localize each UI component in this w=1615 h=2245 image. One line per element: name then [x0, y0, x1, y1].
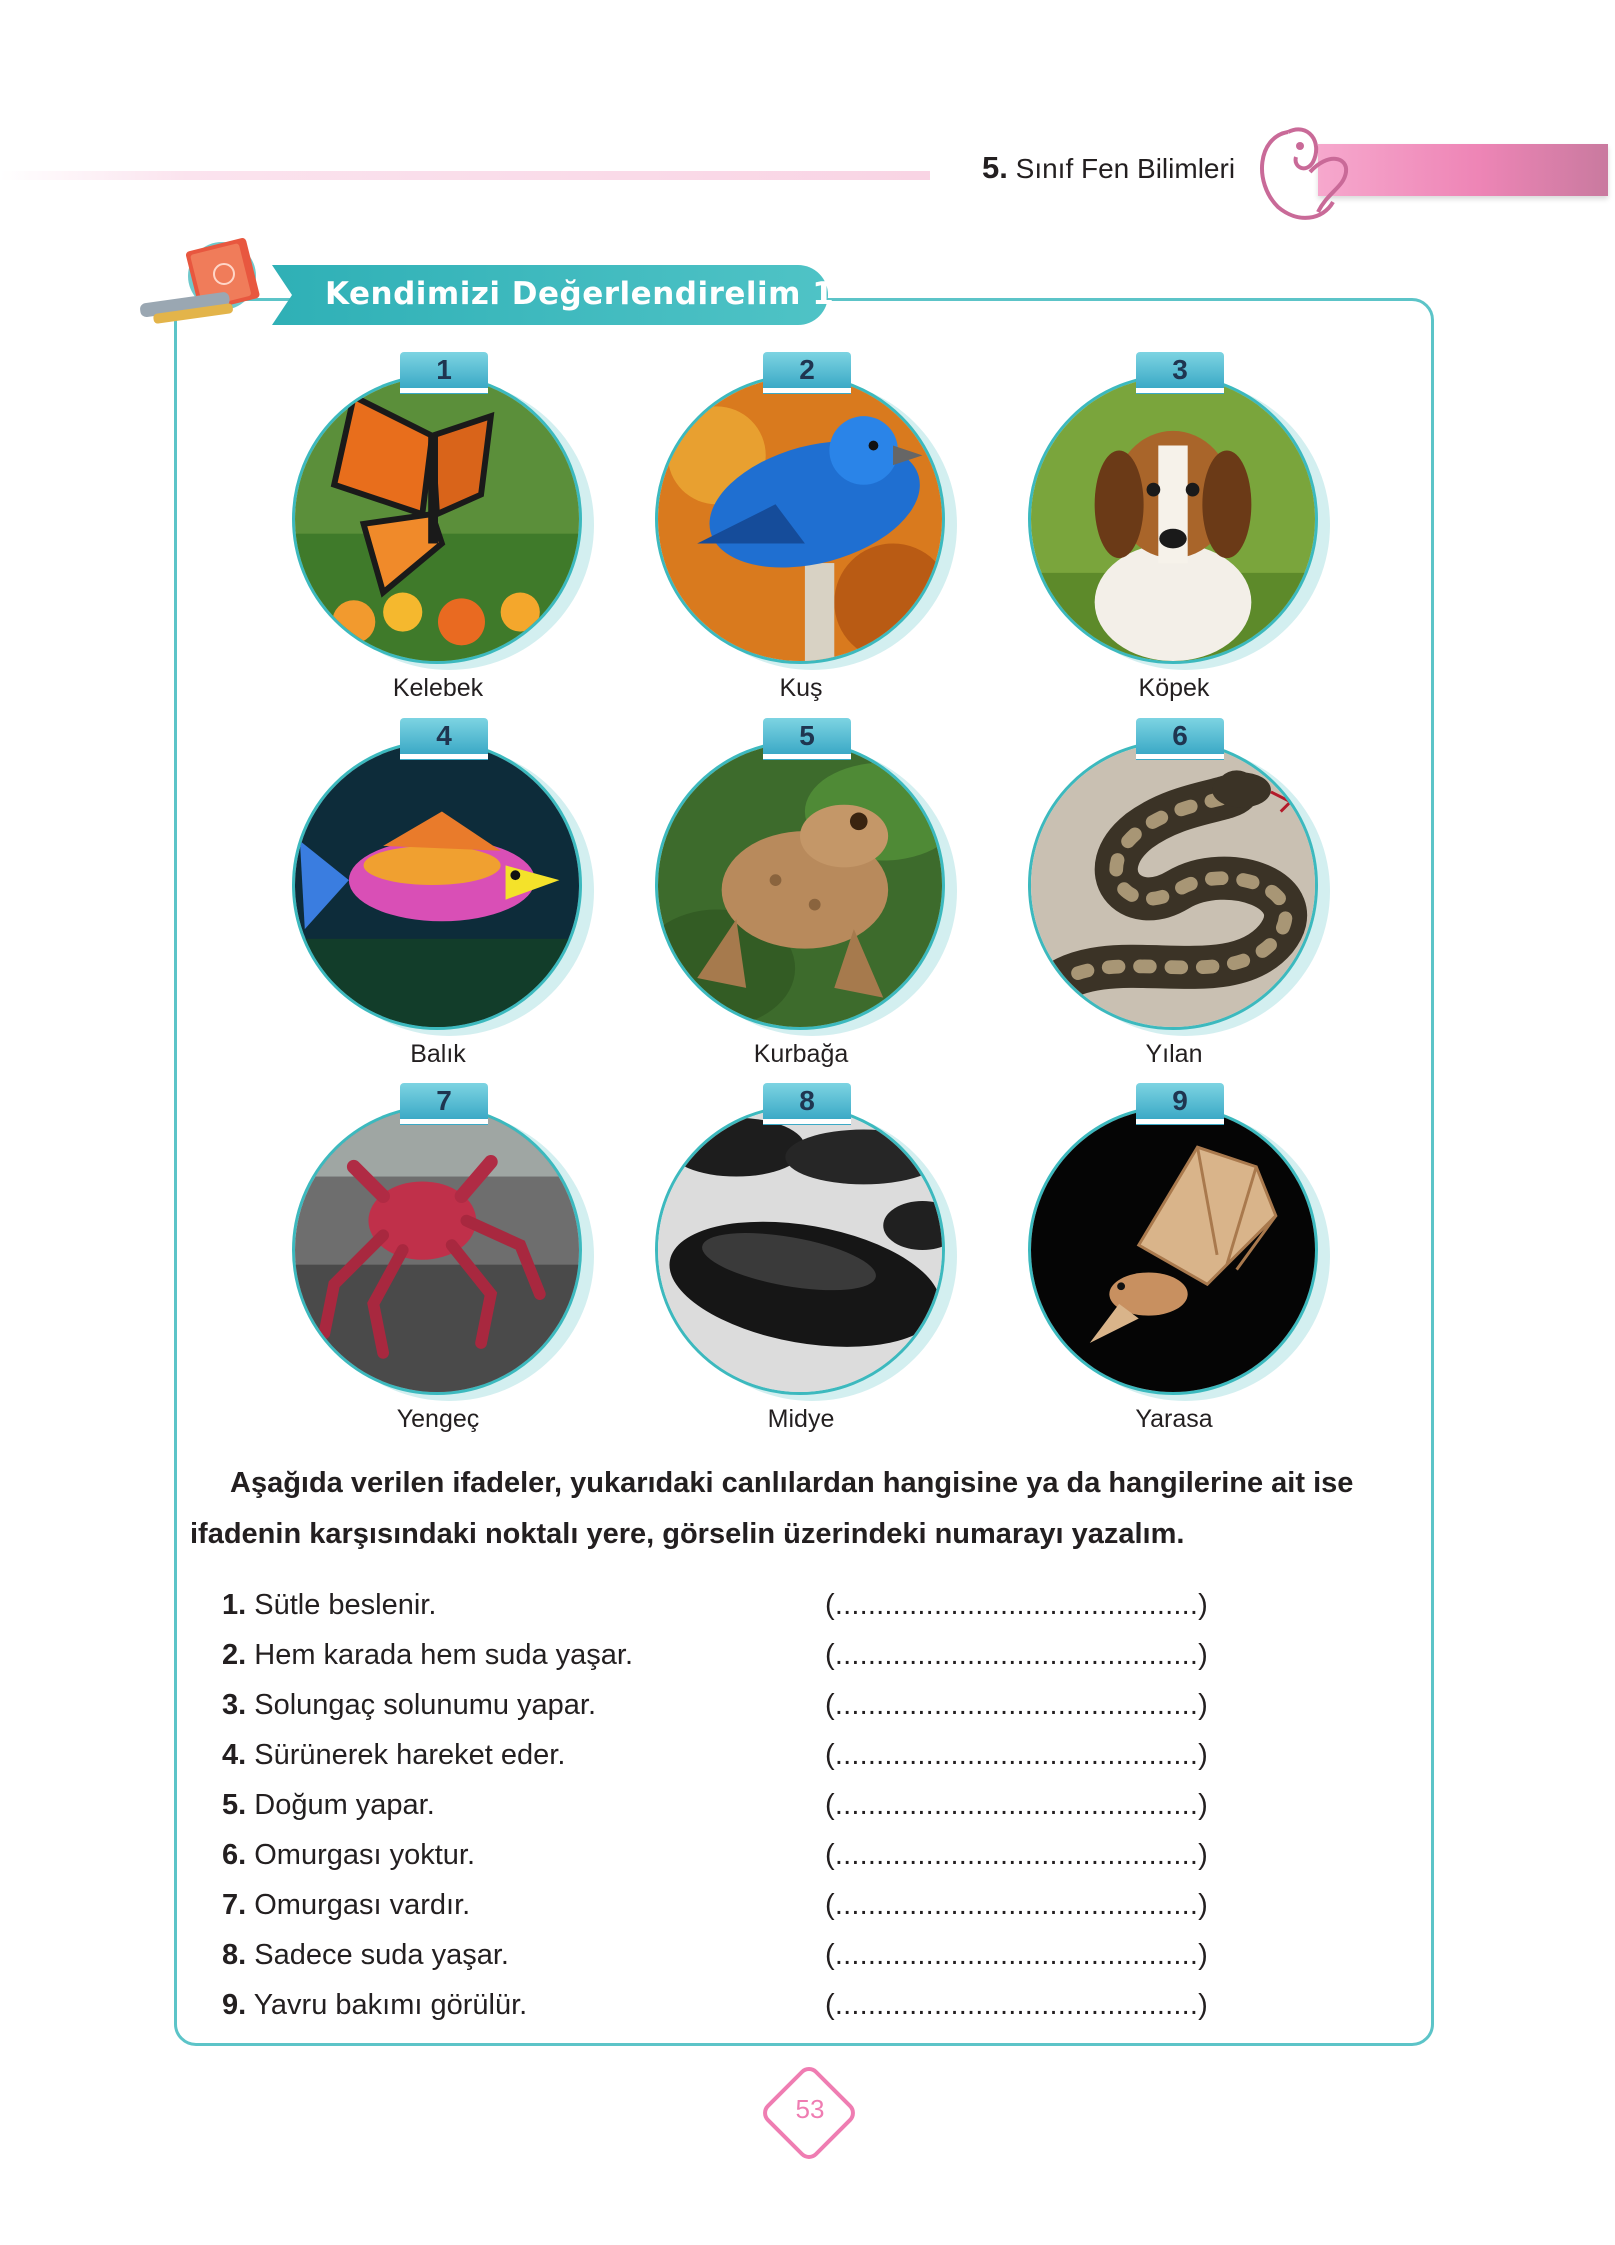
animal-photo [655, 740, 945, 1030]
question-text: Yavru bakımı görülür. [253, 1989, 528, 2021]
animal-photo [655, 1105, 945, 1395]
answer-blank[interactable]: (............................................) [825, 1639, 1209, 1671]
number-badge: 5 [763, 718, 851, 759]
bird-image [658, 377, 942, 661]
question-item [222, 1930, 1242, 1980]
bat-image [1031, 1108, 1315, 1392]
question-item [222, 1630, 1242, 1680]
animal-card-butterfly [288, 352, 598, 702]
animal-photo [655, 374, 945, 664]
page-number: 53 [795, 2094, 825, 2124]
question-number: 2. [222, 1639, 247, 1671]
animal-label: Yarasa [1135, 1405, 1213, 1433]
question-number: 3. [222, 1689, 247, 1721]
number-badge: 6 [1136, 718, 1224, 759]
number-badge: 7 [400, 1083, 488, 1124]
question-number: 5. [222, 1789, 247, 1821]
animal-card-dog [1024, 352, 1334, 702]
number-badge: 1 [400, 352, 488, 393]
question-number: 9. [222, 1989, 247, 2021]
animal-label: Kurbağa [753, 1040, 849, 1068]
answer-blank[interactable]: (............................................) [825, 1689, 1209, 1721]
animal-card-mussel [651, 1083, 961, 1433]
question-text: Doğum yapar. [254, 1789, 435, 1821]
grade-number: 5. [982, 150, 1008, 185]
animal-label: Köpek [1138, 674, 1210, 702]
question-item [222, 1780, 1242, 1830]
dog-image [1031, 377, 1315, 661]
answer-blank[interactable]: (............................................) [825, 1739, 1209, 1771]
question-item [222, 1980, 1242, 2030]
answer-blank[interactable]: (............................................) [825, 1589, 1209, 1621]
question-number: 6. [222, 1839, 247, 1871]
section-title: Kendimizi Değerlendirelim 1 [325, 276, 835, 312]
instruction-line-1: Aşağıda verilen ifadeler, yukarıdaki canlılardan hangisine ya da hangilerine ait ise [230, 1467, 1354, 1499]
animal-card-bat [1024, 1083, 1334, 1433]
animal-card-fish [288, 718, 598, 1068]
question-text: Omurgası yoktur. [254, 1839, 476, 1871]
question-list [222, 1580, 1242, 2030]
animal-card-crab [288, 1083, 598, 1433]
question-text: Solungaç solunumu yapar. [254, 1689, 597, 1721]
animal-photo [292, 374, 582, 664]
animal-label: Kuş [779, 674, 823, 702]
number-badge: 2 [763, 352, 851, 393]
animal-card-bird [651, 352, 961, 702]
animal-card-frog [651, 718, 961, 1068]
crab-image [295, 1108, 579, 1392]
answer-blank[interactable]: (............................................) [825, 1939, 1209, 1971]
instruction-text [190, 1458, 1426, 1560]
mussel-image [658, 1108, 942, 1392]
number-badge: 3 [1136, 352, 1224, 393]
header-pink-bar [1318, 144, 1608, 196]
book-title [982, 150, 1235, 186]
frog-image [658, 743, 942, 1027]
number-badge: 8 [763, 1083, 851, 1124]
animal-label: Midye [767, 1405, 835, 1433]
animal-label: Balık [410, 1040, 466, 1068]
header-divider [0, 171, 930, 180]
question-text: Sütle beslenir. [254, 1589, 437, 1621]
animal-card-snake [1024, 718, 1334, 1068]
number-badge: 9 [1136, 1083, 1224, 1124]
question-number: 1. [222, 1589, 247, 1621]
animal-photo [1028, 1105, 1318, 1395]
answer-blank[interactable]: (............................................) [825, 1989, 1209, 2021]
question-number: 7. [222, 1889, 247, 1921]
question-item [222, 1580, 1242, 1630]
answer-blank[interactable]: (............................................) [825, 1789, 1209, 1821]
animal-label: Yengeç [396, 1405, 480, 1433]
answer-blank[interactable]: (............................................) [825, 1839, 1209, 1871]
animal-label: Yılan [1145, 1040, 1203, 1068]
question-text: Hem karada hem suda yaşar. [254, 1639, 634, 1671]
question-item [222, 1680, 1242, 1730]
snake-image [1031, 743, 1315, 1027]
animal-label: Kelebek [392, 674, 484, 702]
question-text: Sürünerek hareket eder. [254, 1739, 566, 1771]
number-badge: 4 [400, 718, 488, 759]
animal-photo [292, 740, 582, 1030]
question-number: 4. [222, 1739, 247, 1771]
instruction-line-2: ifadenin karşısındaki noktalı yere, görselin üzerindeki numarayı yazalım. [190, 1518, 1185, 1550]
question-text: Omurgası vardır. [254, 1889, 471, 1921]
question-item [222, 1730, 1242, 1780]
animal-photo [292, 1105, 582, 1395]
owl-logo-icon [1248, 112, 1358, 228]
answer-blank[interactable]: (............................................) [825, 1889, 1209, 1921]
question-item [222, 1880, 1242, 1930]
butterfly-image [295, 377, 579, 661]
subject-name: Sınıf Fen Bilimleri [1015, 153, 1236, 184]
animal-photo [1028, 740, 1318, 1030]
question-number: 8. [222, 1939, 247, 1971]
question-text: Sadece suda yaşar. [254, 1939, 509, 1971]
book-pencil-icon [132, 236, 292, 336]
fish-image [295, 743, 579, 1027]
question-item [222, 1830, 1242, 1880]
animal-photo [1028, 374, 1318, 664]
